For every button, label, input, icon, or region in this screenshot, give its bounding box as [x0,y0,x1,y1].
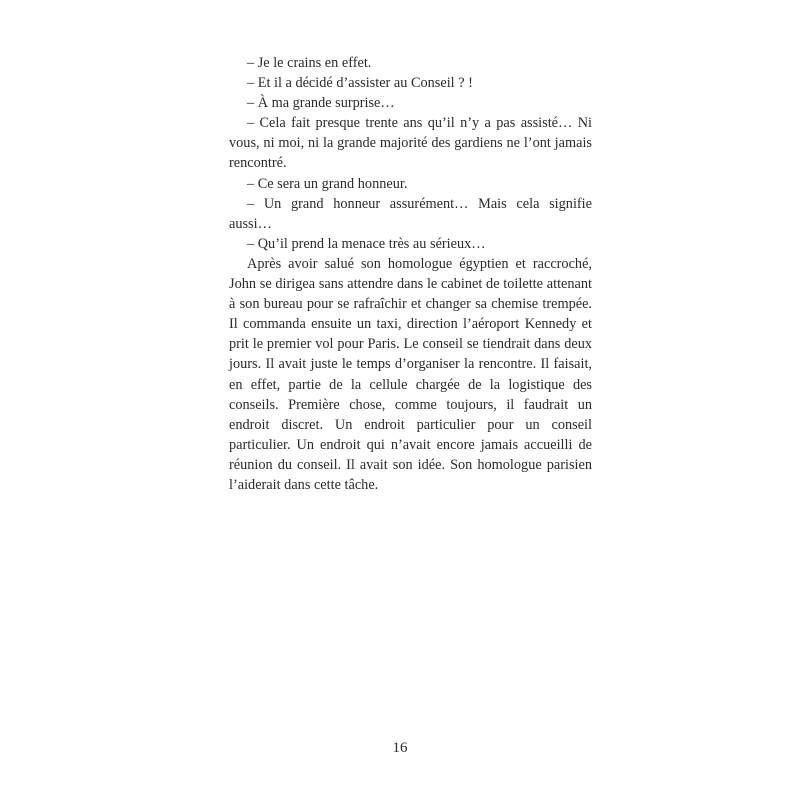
paragraph: – Je le crains en effet. [247,55,372,71]
paragraph: – Et il a décidé d’assister au Conseil ? ! [247,75,473,92]
paragraph: – Cela fait presque trente ans qu’il n’y a pas assisté… Ni vous, ni moi, ni la grande majorité des gardiens ne l’ont jamais rencontré. [229,115,592,172]
paragraph: Après avoir salué son homologue égyptien et raccroché, John se dirigea sans attendre dans le cabinet de toilette attenant à son bureau pour se rafraîchir et changer sa chemise trempée. Il commanda ensuite un taxi, direction l’aéroport Kennedy et prit le premier vol pour Paris. Le conseil se tiendrait dans deux jours. Il avait juste le temps d’organiser la rencontre. Il faisait, en effet, partie de la cellule chargée de la logistique des conseils. Première chose, comme toujours, il faudrait un endroit discret. Un endroit particulier pour un conseil particulier. Un endroit qui n’avait encore jamais accueilli de réunion du conseil. Il avait son idée. Son homologue parisien l’aiderait dans cette tâche. [229,255,592,493]
paragraph: – Ce sera un grand honneur. [247,175,408,192]
paragraph: – Un grand honneur assurément… Mais cela signifie aussi… [229,195,592,232]
paragraph: – À ma grande surprise… [247,95,395,112]
paragraph: – Qu’il prend la menace très au sérieux… [247,235,486,252]
page-body [229,53,592,495]
page-number: 16 [392,740,408,756]
